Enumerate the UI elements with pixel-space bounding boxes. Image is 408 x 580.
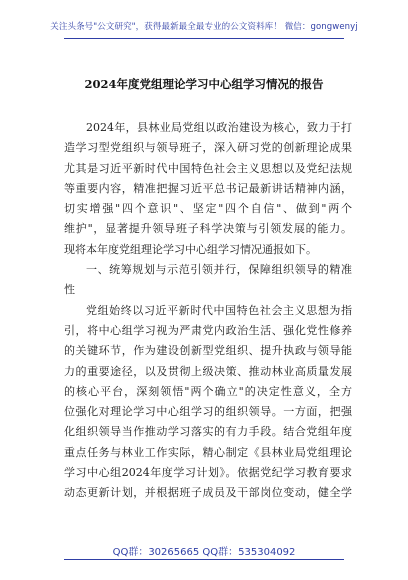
body-line: 现将本年度党组理论学习中心组学习情况通报如下。	[64, 242, 317, 256]
body-line: 一、统筹规划与示范引领并行，保障组织领导的精准	[86, 263, 352, 277]
body-line: 尤其是习近平新时代中国特色社会主义思想以及党纪法规	[64, 161, 352, 175]
body-line: 学习中心组2024年度学习计划》。依据党纪学习教育要求	[64, 466, 352, 480]
body-line: 力的重要途径，以及贯彻上级决策、推动林业高质量发展	[64, 364, 352, 378]
body-line: 等重要内容，精准把握习近平总书记最新讲话精神内涵，	[64, 181, 352, 195]
document-body	[64, 118, 352, 504]
body-line: 维护"，显著提升领导班子科学决策与引领发展的能力。	[64, 222, 352, 236]
header-banner: 关注头条号"公文研究"，获得最新最全最专业的公文资料库！ 微信：gongwenyj	[50, 22, 358, 32]
document-title: 2024年度党组理论学习中心组学习情况的报告	[84, 77, 324, 91]
body-line: 化组织领导当作推动学习落实的有力手段。结合党组年度	[64, 425, 352, 439]
body-line: 的关键环节，作为建设创新型党组织、提升执政与领导能	[64, 344, 352, 358]
body-line: 党组始终以习近平新时代中国特色社会主义思想为指	[86, 303, 352, 317]
body-line: 动态更新计划，并根据班子成员及干部岗位变动，健全学	[64, 486, 352, 500]
body-line: 重点任务与林业工作实际，精心制定《县林业局党组理论	[64, 445, 352, 459]
body-line: 切实增强"四个意识"、坚定"四个自信"、做到"两个	[64, 202, 352, 216]
body-line: 位强化对理论学习中心组学习的组织领导。一方面，把强	[64, 405, 352, 419]
body-line: 性	[64, 283, 75, 297]
footer-qq-groups: QQ群：30265665 QQ群：535304092	[112, 547, 296, 558]
body-line: 引，将中心组学习视为严肃党内政治生活、强化党性修养	[64, 323, 352, 337]
body-line: 的核心平台，深刻领悟"两个确立"的决定性意义，全方	[64, 384, 352, 398]
footer-divider	[64, 559, 344, 560]
body-line: 2024年，县林业局党组以政治建设为核心，致力于打	[86, 121, 352, 134]
body-line: 造学习型党组织与领导班子，深入研习党的创新理论成果	[64, 141, 352, 155]
header-divider	[64, 38, 344, 39]
